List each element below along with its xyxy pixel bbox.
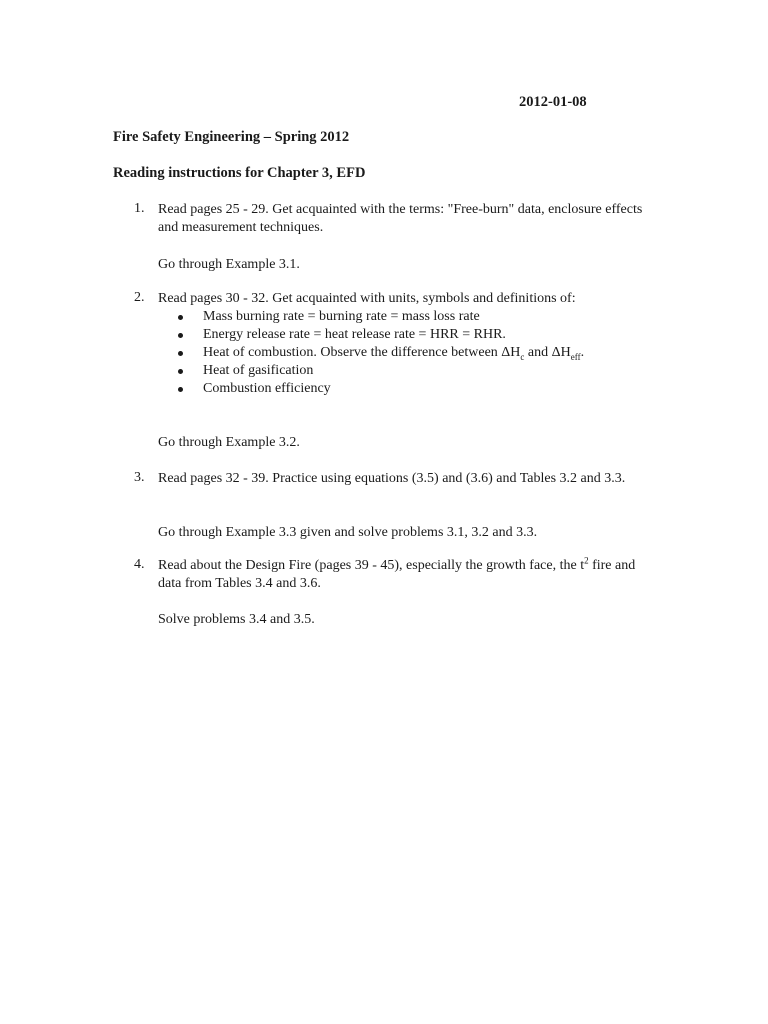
list-item [178, 326, 648, 344]
bullet-icon [178, 333, 183, 338]
item-followup: Solve problems 3.4 and 3.5. [158, 612, 315, 627]
document-date: 2012-01-08 [519, 94, 587, 110]
list-item [178, 380, 648, 398]
bullet-text: Heat of gasification [203, 363, 314, 378]
item-number: 3. [134, 470, 145, 485]
bullet-icon [178, 369, 183, 374]
bullet-text: Mass burning rate = burning rate = mass loss rate [203, 309, 480, 324]
item-text: Read pages 32 - 39. Practice using equations (3.5) and (3.6) and Tables 3.2 and 3.3. [158, 471, 626, 486]
course-title: Fire Safety Engineering – Spring 2012 [113, 129, 350, 145]
bullet-icon [178, 315, 183, 320]
item-text: Read pages 25 - 29. Get acquainted with the terms: "Free-burn" data, enclosure effects and measurement techniques. [158, 202, 643, 235]
list-item [178, 308, 648, 326]
item-followup: Go through Example 3.2. [158, 435, 300, 450]
item-text: Read pages 30 - 32. Get acquainted with units, symbols and definitions of: [158, 291, 576, 306]
item-text: Read about the Design Fire (pages 39 - 45), especially the growth face, the $t^2$ fire and data from Tables 3.4 and 3.6. [158, 555, 636, 591]
definitions-list [178, 308, 648, 398]
item-number: 1. [134, 201, 145, 216]
bullet-text: Combustion efficiency [203, 381, 331, 396]
bullet-icon [178, 351, 183, 356]
bullet-text: Heat of combustion. Observe the difference between $\Delta H_c$ and $\Delta H_{eff}$. [203, 345, 585, 362]
reading-title: Reading instructions for Chapter 3, EFD [113, 165, 366, 181]
bullet-text: Energy release rate = heat release rate = HRR = RHR. [203, 327, 506, 342]
list-item [178, 362, 648, 380]
list-item [178, 344, 648, 362]
bullet-icon [178, 387, 183, 392]
item-followup: Go through Example 3.3 given and solve problems 3.1, 3.2 and 3.3. [158, 525, 538, 540]
item-followup: Go through Example 3.1. [158, 257, 300, 272]
item-number: 2. [134, 290, 145, 305]
item-number: 4. [134, 557, 145, 572]
